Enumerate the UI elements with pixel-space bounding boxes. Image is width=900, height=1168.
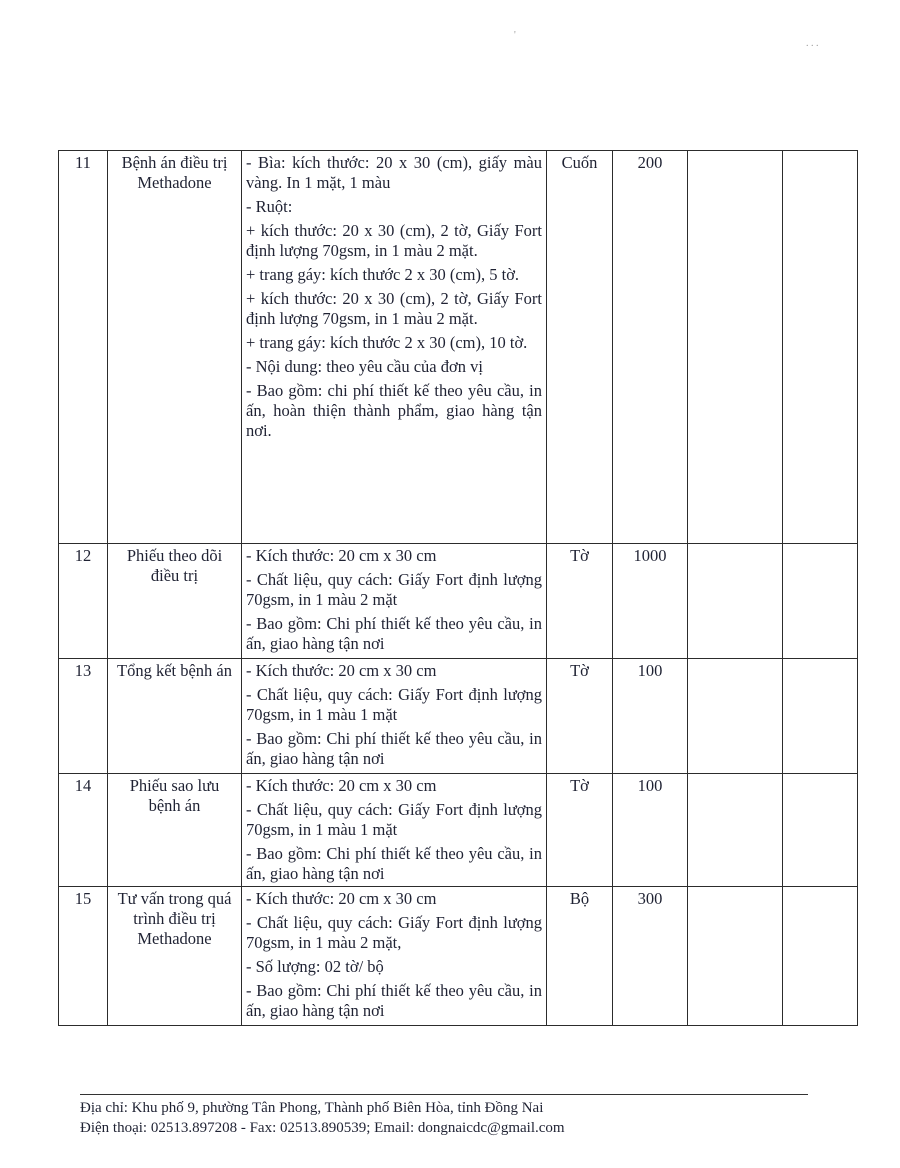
footer-contact: Điện thoại: 02513.897208 - Fax: 02513.890539; Email: dongnaicdc@gmail.com — [80, 1120, 565, 1136]
description-line: - Bao gồm: Chi phí thiết kế theo yêu cầu, in ấn, giao hàng tận nơi — [246, 614, 542, 653]
description-line: + trang gáy: kích thước 2 x 30 (cm), 10 tờ. — [246, 333, 528, 352]
description-line: - Chất liệu, quy cách: Giấy Fort định lượng 70gsm, in 1 màu 1 mặt — [246, 685, 542, 724]
table-row — [59, 887, 858, 1026]
unit-price-cell — [688, 887, 783, 1026]
total-cell — [783, 774, 858, 887]
description-line: - Bao gồm: chi phí thiết kế theo yêu cầu, in ấn, hoàn thiện thành phẩm, giao hàng tận nơi. — [246, 381, 542, 440]
description-line: - Chất liệu, quy cách: Giấy Fort định lượng 70gsm, in 1 màu 2 mặt — [246, 570, 542, 609]
item-name: Tổng kết bệnh án — [108, 659, 242, 774]
row-number: 14 — [59, 774, 108, 887]
footer-divider — [80, 1094, 808, 1095]
total-cell — [783, 151, 858, 544]
item-name: Phiếu sao lưu bệnh án — [108, 774, 242, 887]
table-row — [59, 151, 858, 544]
description-line: - Kích thước: 20 cm x 30 cm — [246, 661, 437, 680]
unit-cell: Bộ — [547, 887, 613, 1026]
item-name: Phiếu theo dõi điều trị — [108, 544, 242, 659]
row-number: 11 — [59, 151, 108, 544]
footer-address: Địa chỉ: Khu phố 9, phường Tân Phong, Thành phố Biên Hòa, tỉnh Đồng Nai — [80, 1100, 544, 1116]
row-number: 12 — [59, 544, 108, 659]
description-line: - Bao gồm: Chi phí thiết kế theo yêu cầu, in ấn, giao hàng tận nơi — [246, 729, 542, 768]
scan-speck: . . . — [806, 38, 819, 49]
scan-speck: ' — [514, 30, 516, 41]
item-description — [242, 544, 547, 659]
description-line: - Bao gồm: Chi phí thiết kế theo yêu cầu, in ấn, giao hàng tận nơi — [246, 844, 542, 883]
item-description — [242, 887, 547, 1026]
total-cell — [783, 887, 858, 1026]
row-number: 13 — [59, 659, 108, 774]
quantity-cell: 100 — [613, 774, 688, 887]
unit-price-cell — [688, 544, 783, 659]
description-line: - Chất liệu, quy cách: Giấy Fort định lượng 70gsm, in 1 màu 1 mặt — [246, 800, 542, 839]
unit-cell: Tờ — [547, 659, 613, 774]
table-row — [59, 774, 858, 887]
description-line: - Kích thước: 20 cm x 30 cm — [246, 776, 437, 795]
item-name: Tư vấn trong quá trình điều trị Methadone — [108, 887, 242, 1026]
unit-price-cell — [688, 151, 783, 544]
item-name: Bệnh án điều trị Methadone — [108, 151, 242, 544]
description-line: - Số lượng: 02 tờ/ bộ — [246, 957, 384, 976]
item-description — [242, 659, 547, 774]
unit-cell: Tờ — [547, 544, 613, 659]
unit-cell: Tờ — [547, 774, 613, 887]
table-row — [59, 659, 858, 774]
description-line: - Kích thước: 20 cm x 30 cm — [246, 889, 437, 908]
description-line: - Kích thước: 20 cm x 30 cm — [246, 546, 437, 565]
total-cell — [783, 544, 858, 659]
unit-cell: Cuốn — [547, 151, 613, 544]
quantity-cell: 100 — [613, 659, 688, 774]
description-line: + kích thước: 20 x 30 (cm), 2 tờ, Giấy Fort định lượng 70gsm, in 1 màu 2 mặt. — [246, 221, 542, 260]
description-line: + kích thước: 20 x 30 (cm), 2 tờ, Giấy Fort định lượng 70gsm, in 1 màu 2 mặt. — [246, 289, 542, 328]
table-row — [59, 544, 858, 659]
total-cell — [783, 659, 858, 774]
description-line: - Nội dung: theo yêu cầu của đơn vị — [246, 357, 483, 376]
quantity-cell: 200 — [613, 151, 688, 544]
quantity-cell: 300 — [613, 887, 688, 1026]
item-description — [242, 774, 547, 887]
description-line: - Ruột: — [246, 197, 293, 216]
quantity-cell: 1000 — [613, 544, 688, 659]
unit-price-cell — [688, 659, 783, 774]
description-line: - Chất liệu, quy cách: Giấy Fort định lượng 70gsm, in 1 màu 2 mặt, — [246, 913, 542, 952]
row-number: 15 — [59, 887, 108, 1026]
table-body — [59, 151, 858, 1026]
unit-price-cell — [688, 774, 783, 887]
page-footer — [80, 1098, 840, 1138]
description-line: - Bao gồm: Chi phí thiết kế theo yêu cầu, in ấn, giao hàng tận nơi — [246, 981, 542, 1020]
description-line: - Bìa: kích thước: 20 x 30 (cm), giấy màu vàng. In 1 mặt, 1 màu — [246, 153, 542, 192]
item-description — [242, 151, 547, 544]
specification-table — [58, 150, 858, 1026]
description-line: + trang gáy: kích thước 2 x 30 (cm), 5 tờ. — [246, 265, 520, 284]
